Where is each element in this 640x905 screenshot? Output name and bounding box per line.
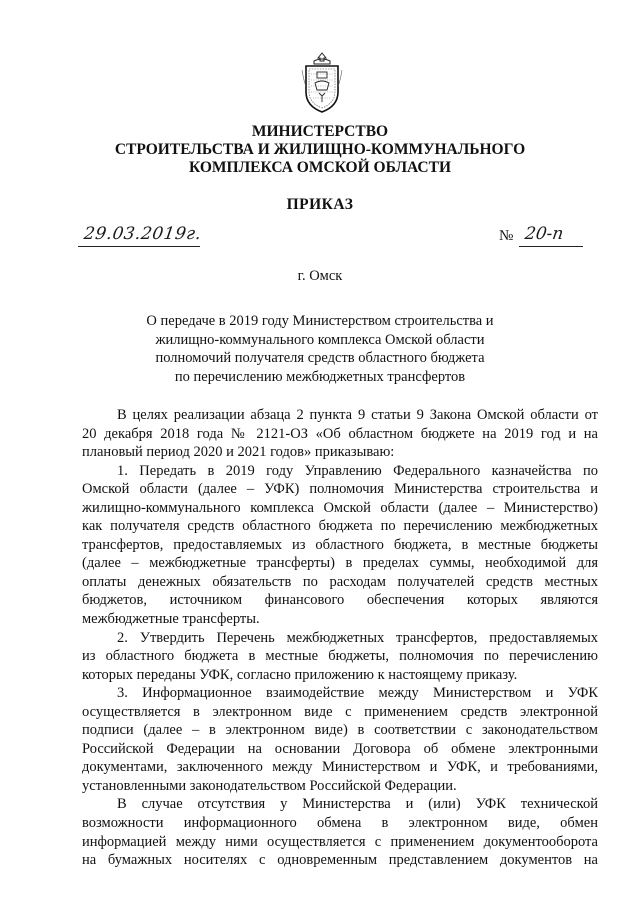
body-line: В целях реализации абзаца 2 пункта 9 статьи 9 Закона Омской области от xyxy=(117,407,598,423)
handwritten-date: 29.03.2019г. xyxy=(82,224,203,244)
body-line: 2. Утвердить Перечень межбюджетных трансфертов, предоставляемых xyxy=(117,629,598,646)
body-line: информацией между ними осуществляется с применением документооборота xyxy=(82,833,598,850)
subject-line: по перечислению межбюджетных трансфертов xyxy=(174,368,466,385)
subject-line: жилищно-коммунального комплекса Омской области xyxy=(155,331,485,348)
subject-line: полномочий получателя средств областного бюджета xyxy=(155,350,485,367)
body-line: плановый период 2020 и 2021 годов» приказываю: xyxy=(82,444,395,461)
document-type-title: ПРИКАЗ xyxy=(286,196,354,213)
body-line: возможности информационного обмена в электронном виде, обмен xyxy=(82,815,598,832)
body-line: оплаты денежных обязательств по расходам получателей средств местных xyxy=(82,573,598,590)
body-line: 1. Передать в 2019 году Управлению Федерального казначейства по xyxy=(117,462,598,479)
ministry-name-line: СТРОИТЕЛЬСТВА И ЖИЛИЩНО-КОММУНАЛЬНОГО xyxy=(114,141,526,158)
ministry-name xyxy=(80,123,560,177)
date-field xyxy=(78,224,203,247)
order-body xyxy=(82,406,598,870)
handwritten-number: 20-п xyxy=(523,224,565,244)
number-field xyxy=(519,224,583,247)
subject-line: О передаче в 2019 году Министерством строительства и xyxy=(146,313,494,329)
body-line: межбюджетные трансферты. xyxy=(82,611,260,628)
body-line: (далее – межбюджетные трансферты) в пределах суммы, необходимой для xyxy=(82,555,598,572)
body-line: на бумажных носителях с одновременным представлением документов на xyxy=(82,852,598,869)
ministry-name-line: МИНИСТЕРСТВО xyxy=(251,123,389,140)
body-line: установленными законодательством Российской Федерации. xyxy=(82,777,457,794)
ministry-name-line: КОМПЛЕКСА ОМСКОЙ ОБЛАСТИ xyxy=(188,159,452,176)
body-line: как получателя средств областного бюджета по перечислению межбюджетных xyxy=(82,518,598,535)
body-line: трансфертов, предоставляемых из областного бюджета, в местные бюджеты xyxy=(82,536,598,553)
order-subject xyxy=(100,312,540,386)
body-line: 20 декабря 2018 года № 2121-ОЗ «Об областном бюджете на 2019 год и на xyxy=(82,425,598,442)
body-line: бюджетов, источником финансового обеспечения которых являются xyxy=(82,592,598,609)
body-line: Российской Федерации на основании Договора об обмене электронными xyxy=(82,740,598,757)
body-line: 3. Информационное взаимодействие между Министерством и УФК xyxy=(117,685,598,702)
body-line: Омской области (далее – УФК) полномочия Министерства строительства и xyxy=(82,481,598,498)
number-label: № xyxy=(499,228,514,244)
body-line: осуществляется в электронном виде с применением средств электронной xyxy=(82,703,598,720)
body-line: В случае отсутствия у Министерства и (или) УФК технической xyxy=(117,796,598,813)
coat-of-arms-emblem xyxy=(300,52,344,116)
body-line: которых переданы УФК, согласно приложению к настоящему приказу. xyxy=(82,666,518,683)
city-line: г. Омск xyxy=(297,268,343,284)
body-line: из областного бюджета в местные бюджеты, полномочия по перечислению xyxy=(82,648,598,665)
body-line: жилищно-коммунального комплекса Омской области (далее – Министерство) xyxy=(82,499,598,516)
body-line: подписи (далее – в электронном виде) в соответствии с законодательством xyxy=(82,722,598,739)
body-line: документами, заключенного между Министерством и УФК, и требованиями, xyxy=(82,759,598,776)
